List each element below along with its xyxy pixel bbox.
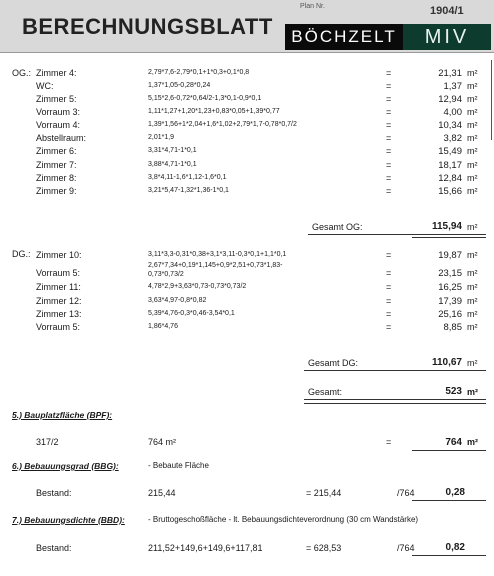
- area-unit: m²: [467, 146, 478, 156]
- equals-sign: =: [386, 268, 392, 278]
- equals-sign: =: [386, 68, 392, 78]
- area-unit: m²: [467, 133, 478, 143]
- area-unit: m²: [467, 282, 478, 292]
- room-formula: 3,8*4,11-1,6*1,12-1,6*0,1: [148, 174, 227, 181]
- room-formula: 5,39*4,76-0,3*0,46-3,54*0,1: [148, 310, 235, 317]
- gesamt-unit: m²: [467, 387, 478, 397]
- area-unit: m²: [467, 186, 478, 196]
- room-name: Zimmer 5:: [36, 94, 77, 104]
- og-total-unit: m²: [467, 222, 478, 232]
- room-area: 15,66: [438, 186, 462, 197]
- bpf-heading: 5.) Bauplatzfläche (BPF):: [12, 410, 113, 420]
- room-formula: 5,15*2,6-0,72*0,64/2-1,3*0,1-0,9*0,1: [148, 95, 262, 102]
- room-name: Vorraum 3:: [36, 107, 81, 117]
- room-formula: 1,11*1,27+1,20*1,23+0,83*0,05+1,39*0,77: [148, 108, 280, 115]
- company-logo: [285, 24, 491, 50]
- equals-sign: =: [386, 296, 392, 306]
- bbg-divisor: /764: [397, 488, 415, 498]
- room-area: 18,17: [438, 160, 462, 171]
- bbd-divisor: /764: [397, 543, 415, 553]
- bbg-label: Bestand:: [36, 488, 72, 498]
- page-title: BERECHNUNGSBLATT: [22, 14, 273, 39]
- og-total-label: Gesamt OG:: [312, 222, 363, 232]
- equals-sign: =: [386, 81, 392, 91]
- gesamt-label: Gesamt:: [308, 387, 343, 397]
- equals-sign: =: [386, 186, 392, 196]
- dg-section-label: DG.:: [12, 249, 31, 259]
- dg-total-value: 110,67: [431, 357, 462, 368]
- bpf-area: 764 m²: [148, 437, 177, 447]
- area-unit: m²: [467, 268, 478, 278]
- equals-sign: =: [386, 160, 392, 170]
- room-name: Vorraum 5:: [36, 322, 81, 332]
- bbd-heading: 7.) Bebauungsdichte (BBD):: [12, 515, 125, 525]
- area-unit: m²: [467, 160, 478, 170]
- plan-number-value: 1904/1: [430, 5, 464, 17]
- area-unit: m²: [467, 322, 478, 332]
- room-area: 1,37: [443, 81, 462, 92]
- bbd-value: 0,82: [445, 542, 465, 553]
- logo-text-left: BÖCHZELT: [285, 24, 403, 50]
- room-area: 12,94: [438, 94, 462, 105]
- bpf-label: 317/2: [36, 437, 59, 447]
- room-formula: 3,63*4,97-0,8*0,82: [148, 297, 207, 304]
- equals-sign: =: [386, 173, 392, 183]
- room-area: 15,49: [438, 146, 462, 157]
- area-unit: m²: [467, 120, 478, 130]
- room-area: 16,25: [438, 282, 462, 293]
- bbd-description: - Bruttogeschoßfläche - lt. Bebauungsdichteverordnung (30 cm Wandstärke): [148, 515, 419, 524]
- room-name: Vorraum 4:: [36, 120, 81, 130]
- room-formula: 3,21*5,47-1,32*1,36-1*0,1: [148, 187, 229, 194]
- og-total-second-underline: [412, 237, 486, 238]
- area-unit: m²: [467, 250, 478, 260]
- area-unit: m²: [467, 309, 478, 319]
- room-formula: 1,39*1,56+1*2,04+1,6*1,02+2,79*1,7-0,78*0,7/2: [148, 121, 297, 128]
- room-name: WC:: [36, 81, 54, 91]
- dg-total-label: Gesamt DG:: [308, 358, 359, 368]
- bbd-formula: 211,52+149,6+149,6+117,81: [148, 543, 263, 553]
- room-formula: 1,37*1,05-0,28*0,24: [148, 82, 211, 89]
- room-area: 25,16: [438, 309, 462, 320]
- room-name: Abstellraum:: [36, 133, 87, 143]
- area-unit: m²: [467, 68, 478, 78]
- room-formula: 1,86*4,76: [148, 323, 178, 330]
- equals-sign: =: [386, 282, 392, 292]
- bbg-result: = 215,44: [306, 488, 342, 498]
- room-name: Zimmer 7:: [36, 160, 77, 170]
- og-total-value: 115,94: [431, 221, 462, 232]
- room-area: 23,15: [438, 268, 462, 279]
- area-unit: m²: [467, 173, 478, 183]
- room-area: 4,00: [443, 107, 462, 118]
- equals-sign: =: [386, 120, 392, 130]
- room-formula: 3,31*4,71-1*0,1: [148, 147, 197, 154]
- bbd-label: Bestand:: [36, 543, 72, 553]
- room-name: Zimmer 8:: [36, 173, 77, 183]
- area-unit: m²: [467, 107, 478, 117]
- dg-total-underline: [304, 370, 486, 371]
- room-formula: 2,79*7,6-2,79*0,1+1*0,3+0,1*0,8: [148, 69, 250, 76]
- room-name: Zimmer 4:: [36, 68, 77, 78]
- bbg-heading: 6.) Bebauungsgrad (BBG):: [12, 461, 119, 471]
- bpf-value: 764: [445, 437, 462, 448]
- margin-mark: [491, 60, 492, 140]
- dg-total-unit: m²: [467, 358, 478, 368]
- area-unit: m²: [467, 296, 478, 306]
- bbg-underline: [412, 500, 486, 501]
- equals-sign: =: [386, 322, 392, 332]
- bbg-formula: 215,44: [148, 488, 176, 498]
- equals-sign: =: [386, 107, 392, 117]
- bbg-description: - Bebaute Fläche: [148, 461, 209, 470]
- bpf-underline: [412, 450, 486, 451]
- equals-sign: =: [386, 146, 392, 156]
- area-unit: m²: [467, 94, 478, 104]
- room-name: Zimmer 9:: [36, 186, 77, 196]
- equals-sign: =: [386, 94, 392, 104]
- equals-sign: =: [386, 133, 392, 143]
- room-name: Zimmer 6:: [36, 146, 77, 156]
- room-area: 8,85: [443, 322, 462, 333]
- equals-sign: =: [386, 250, 392, 260]
- bbg-value: 0,28: [445, 487, 465, 498]
- room-name: Zimmer 11:: [36, 282, 81, 292]
- plan-number-label: Plan Nr.: [300, 3, 325, 10]
- og-total-underline: [308, 234, 486, 235]
- room-formula: 2,67*7,34+0,19*1,145+0,9*2,51+0,73*1,83-: [148, 262, 283, 269]
- room-area: 19,87: [438, 250, 462, 261]
- og-section-label: OG.:: [12, 68, 32, 78]
- room-area: 21,31: [438, 68, 462, 79]
- room-formula: 3,11*3,3-0,31*0,38+3,1*3,11-0,3*0,1+1,1*0,1: [148, 251, 287, 258]
- room-name: Zimmer 10:: [36, 250, 82, 260]
- room-area: 17,39: [438, 296, 462, 307]
- room-name: Zimmer 12:: [36, 296, 82, 306]
- logo-text-right: MIV: [424, 26, 470, 48]
- gesamt-value: 523: [445, 386, 462, 397]
- room-formula-cont: 0,73*0,73/2: [148, 271, 184, 278]
- bbd-underline: [412, 555, 486, 556]
- room-name: Zimmer 13:: [36, 309, 82, 319]
- room-formula: 3,88*4,71-1*0,1: [148, 161, 197, 168]
- bpf-equals: =: [386, 437, 392, 447]
- room-area: 12,84: [438, 173, 462, 184]
- bpf-unit: m²: [467, 437, 478, 447]
- room-formula: 4,78*2,9+3,63*0,73-0,73*0,73/2: [148, 283, 247, 290]
- room-name: Vorraum 5:: [36, 268, 81, 278]
- equals-sign: =: [386, 309, 392, 319]
- area-unit: m²: [467, 81, 478, 91]
- gesamt-double-underline: [304, 399, 486, 404]
- room-formula: 2,01*1,9: [148, 134, 175, 141]
- bbd-result: = 628,53: [306, 543, 342, 553]
- room-area: 10,34: [438, 120, 462, 131]
- room-area: 3,82: [443, 133, 462, 144]
